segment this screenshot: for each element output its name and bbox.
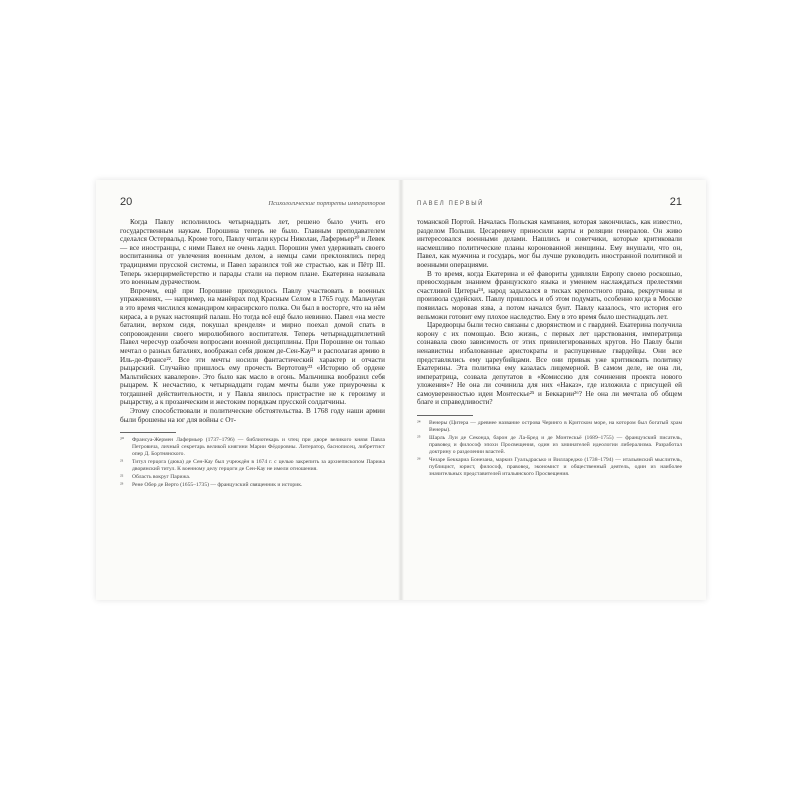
footnote (120, 437, 385, 458)
left-page-header (120, 196, 385, 218)
paragraph: В то время, когда Екатерина и её фавориты удивляли Европу своею роскошью, превосходным знанием французского языка и умением наслаждаться прелестями счастливой Цитеры²⁴, народ задыхался в тисках крепостного права, рекрутчины и произвола судейских. Павлу пришлось и об этом подумать, особенно когда в Москве появилась моровая язва, а потом начался бунт. Павлу казалось, что история его вельможи готовит ему плохое наследство. Ему в это время было шестнадцать лет. (417, 269, 682, 321)
footnote (120, 459, 385, 473)
footnote-number: ²⁵ (417, 435, 421, 442)
footnote-rule (120, 432, 176, 433)
left-page (96, 180, 401, 600)
right-page-header (417, 196, 682, 218)
right-page-body (417, 218, 682, 407)
footnote-text: Область вокруг Парижа. (132, 474, 191, 481)
footnote (120, 474, 385, 481)
footnote-number: ²⁰ (120, 437, 124, 444)
left-page-number: 20 (120, 196, 133, 208)
paragraph: Впрочем, ещё при Порошине приходилось Павлу участвовать в военных упражнениях, — например, на манёврах под Красным Селом в 1765 году. Мальчуган в это время числился командиром кирасирского полка. Он был в восторге, что на нём кираса, а в руках настоящий палаш. Но тогда всё ещё было невинно. Павел «на месте баталии, верхом сидя, покушал кренделя» и мирно поехал домой спать в сопровождении своего миролюбивого воспитателя. Теперь четырнадцатилетний Павел чересчур озабочен вопросами военной дисциплины. При Порошине он только мечтал о разных баталиях, воображал себя дюком де-Сен-Кау²¹ и располагая армию в Иль-де-Франсе²². Все эти мечты носили фантастический характер и отчасти рыцарский. Случайно пришлось ему прочесть Вертотову²³ «Историю об ордене Мальтийских кавалеров». Это было как масло в огонь. Мальчишка вообразил себя рыцарем. К несчастию, к четырнадцати годам мечты были уже приурочены к тогдашней действительности, и у Павла явилось пристрастие не к героизму и рыцарству, а к прозаическим и жестоким порядкам прусской солдатчины. (120, 286, 385, 407)
paragraph: Этому способствовали и политические обстоятельства. В 1768 году наши армии были брошены на юг для войны с От- (120, 407, 385, 424)
right-footnotes (417, 420, 682, 478)
footnote (417, 435, 682, 456)
left-running-head: Психологические портреты императоров (268, 200, 385, 207)
footnote (417, 457, 682, 478)
paragraph: Когда Павлу исполнилось четырнадцать лет, решено было учить его государственным наукам. Порошина теперь не было. Главным преподавателем сделался Остервальд. Кроме того, Павлу читали курсы Николаи, Лафермьер²⁰ и Левек — все иностранцы, с ними Павел не очень ладил. Порошин умел удерживать своего воспитанника от увлечения военным делом, а немцы сами преклонялись перед традициями прусской системы, и Павел заразился той же страстью, как и Пётр III. Теперь экзерцирмейстерство и парады стали на первом плане. Екатерина называла это военным дурачеством. (120, 218, 385, 287)
footnote-number: ²⁶ (417, 457, 421, 464)
footnote-text: Титул герцога (дюка) де Сен-Кау был учреждён в 1674 г. с целью закрепить за архиепископом Парижа дворянский титул. К военному делу герцоги де Сен-Кау не имели отношения. (132, 459, 385, 473)
right-page (401, 180, 706, 600)
footnote-text: Рене Обер де Верто (1655–1735) — французский священник и историк. (132, 482, 303, 489)
right-page-number: 21 (669, 196, 682, 208)
left-footnotes (120, 437, 385, 489)
paragraph: томанской Портой. Началась Польская кампания, которая закончилась, как известно, разделом Польши. Цесаревичу приносили карты и реляции генералов. Он живо интересовался военными делами. Нашлись и советчики, которые критиковали насмешливо политические планы коронованной женщины. Ему внушали, что он, Павел, как мужчина и государь, мог бы лучше руководить иностранной политикой и военными операциями. (417, 218, 682, 269)
book-spread (96, 180, 706, 600)
footnote-number: ²⁴ (417, 420, 421, 427)
footnote-text: Венеры (Цитера — древнее название острова Черинго в Критском море, на котором был богатый храм Венеры). (429, 420, 682, 434)
footnote-text: Франсуа-Жермен Лафермьер (1737–1796) — библиотекарь и чтец при дворе великого князя Павла Петровича, личный секретарь великой княгини Марии Фёдоровны. Литератор, баснописец, либреттист опер Д. Бортнянского. (132, 437, 385, 458)
footnote-number: ²² (120, 474, 124, 481)
right-running-head: ПАВЕЛ ПЕРВЫЙ (417, 201, 485, 207)
left-page-body (120, 218, 385, 424)
footnote-rule (417, 415, 473, 416)
footnote-number: ²¹ (120, 459, 124, 466)
footnote (120, 482, 385, 489)
footnote-text: Шарль Луи де Секонда, барон де Ла-Бред и де Монтескьё (1689–1755) — французский писатель, правовед и философ эпохи Просвещения, один из зачинателей идеологии либерализма. Разработал доктрину о разделении властей. (429, 435, 682, 456)
footnote-text: Чезаре Беккариа Бонезана, маркиз Гуальдрасько и Виллареджо (1738–1794) — итальянский мыслитель, публицист, юрист, философ, правовед, экономист и общественный деятель, один из наиболее значительных представителей итальянского Просвещения. (429, 457, 682, 478)
paragraph: Царедворцы были тесно связаны с дворянством и с гвардией. Екатерина получила корону с их помощью. Всю жизнь, с первых лет царствования, императрица сознавала свою зависимость от этих привилегированных кругов. Но Павлу были ненавистны избалованные аристократы и распущенные гвардейцы. Они все представлялись ему цареубийцами. Все они привык уже критиковать политику Екатерины. Эта политика ему казалась лицемерной. В самом деле, не она ли, императрица, созвала депутатов в «Комиссию для сочинения проекта нового уложения»? Не она ли сочинила для них «Наказ», где изложила с присущей ей самоуверенностью идеи Монтескье²⁵ и Беккарии²⁶? Не она ли мечтала об общем благе и справедливости? (417, 321, 682, 407)
footnote (417, 420, 682, 434)
footnote-number: ²³ (120, 482, 124, 489)
